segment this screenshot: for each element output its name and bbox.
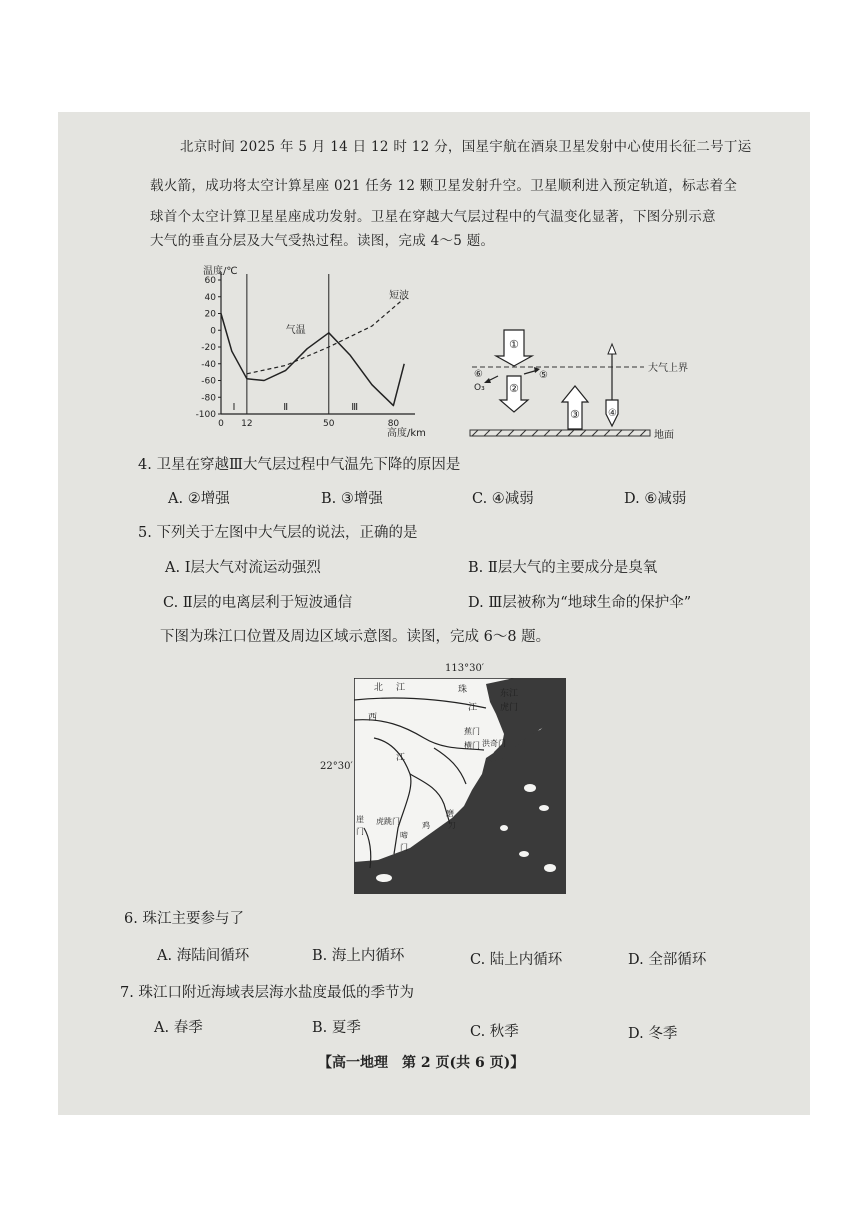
q6-option-a: A. 海陆间循环: [157, 948, 250, 964]
label-zhu: 珠: [458, 685, 468, 695]
label-ji: 鸡: [422, 821, 430, 830]
shortwave-series-label: 短波: [389, 290, 410, 302]
map-latitude: 22°30′: [320, 761, 353, 772]
q6-option-b: B. 海上内循环: [312, 948, 405, 964]
label-ya: 崖: [356, 815, 364, 824]
temperature-series-label: 气温: [285, 324, 306, 336]
arrow-6-label: ⑥: [474, 369, 483, 380]
y-tick-label: -80: [201, 393, 216, 404]
y-tick-label: -100: [195, 410, 216, 420]
q6-stem: 6. 珠江主要参与了: [124, 911, 244, 927]
label-hongqimen: 洪奇门: [482, 739, 506, 748]
q7-option-c: C. 秋季: [470, 1024, 519, 1040]
label-hutiaomen: 虎跳门: [376, 817, 400, 826]
y-tick-label: 0: [210, 326, 216, 337]
arrow-3-label: ③: [570, 408, 580, 421]
y-axis-label: 温度/℃: [203, 266, 238, 277]
q4-option-b: B. ③增强: [321, 491, 383, 507]
q4-option-d: D. ⑥减弱: [624, 491, 687, 507]
label-jiang-3: 江: [396, 753, 406, 763]
q4-option-c: C. ④减弱: [472, 491, 534, 507]
q5-stem: 5. 下列关于左图中大气层的说法，正确的是: [138, 525, 418, 541]
label-bei: 北: [374, 683, 384, 693]
label-jiang-1: 江: [396, 683, 406, 693]
q4-option-a: A. ②增强: [168, 491, 230, 507]
pearl-river-map: [354, 678, 566, 894]
arrow-4-label: ④: [608, 408, 617, 419]
x-axis-label: 高度/km: [387, 428, 426, 439]
label-dongjiang: 东江: [500, 689, 519, 699]
label-humen: 虎门: [500, 703, 519, 713]
q5-option-d: D. Ⅲ层被称为“地球生命的保护伞”: [468, 595, 692, 611]
y-tick-label: 60: [204, 276, 216, 286]
y-tick-label: -60: [201, 376, 216, 387]
x-tick-label: 12: [241, 419, 253, 429]
q5-option-c: C. Ⅱ层的电离层利于短波通信: [163, 595, 353, 611]
temperature-curve: [221, 314, 404, 406]
q7-stem: 7. 珠江口附近海域表层海水盐度最低的季节为: [120, 985, 414, 1001]
y-tick-label: 20: [204, 309, 216, 320]
top-label: 大气上界: [648, 363, 688, 374]
label-hengmen: 横门: [464, 741, 480, 750]
q4-stem: 4. 卫星在穿越Ⅲ大气层过程中气温先下降的原因是: [138, 457, 461, 473]
intro-line-3: 球首个太空计算卫星星座成功发射。卫星在穿越大气层过程中的气温变化显著，下图分别示意: [150, 209, 716, 225]
intro-line-4: 大气的垂直分层及大气受热过程。读图，完成 4～5 题。: [150, 233, 495, 249]
arrow-2-label: ②: [509, 382, 519, 395]
y-tick-label: -20: [201, 343, 216, 353]
map-intro: 下图为珠江口位置及周边区域示意图。读图，完成 6～8 题。: [160, 629, 551, 645]
label-men-1: 门: [400, 843, 408, 852]
label-xi: 西: [368, 713, 378, 723]
q5-option-b: B. Ⅱ层大气的主要成分是臭氧: [468, 560, 658, 576]
arrow-1-label: ①: [509, 338, 519, 351]
label-jiang-2: 江: [468, 703, 478, 713]
y-tick-label: -40: [201, 359, 216, 370]
temperature-chart: [195, 262, 455, 442]
q6-option-d: D. 全部循环: [628, 952, 707, 968]
q6-option-c: C. 陆上内循环: [470, 952, 563, 968]
q7-option-b: B. 夏季: [312, 1020, 361, 1036]
label-ti: 啼: [400, 831, 408, 840]
x-tick-label: 0: [218, 419, 224, 429]
q5-option-a: A. Ⅰ层大气对流运动强烈: [165, 560, 321, 576]
intro-line-1: 北京时间 2025 年 5 月 14 日 12 时 12 分，国星宇航在酒泉卫星发射中心使用长征二号丁运: [180, 139, 752, 155]
label-jiaomen: 蕉门: [464, 727, 480, 736]
ozone-label: O₃: [474, 383, 485, 393]
arrow-5-label: ⑤: [539, 370, 548, 381]
label-mo: 磨: [446, 809, 454, 818]
layer-label: Ⅰ: [232, 402, 236, 413]
ground-label: 地面: [654, 430, 674, 441]
atmosphere-heating-diagram: [462, 322, 722, 442]
layer-label: Ⅱ: [283, 402, 289, 413]
q7-option-a: A. 春季: [154, 1020, 203, 1036]
y-tick-label: 40: [204, 292, 216, 303]
label-men-2: 门: [356, 827, 364, 836]
x-tick-label: 80: [387, 419, 400, 429]
intro-line-2: 载火箭，成功将太空计算星座 021 任务 12 颗卫星发射升空。卫星顺利进入预定轨道，标志着全: [150, 178, 738, 194]
map-longitude: 113°30′: [445, 663, 485, 674]
label-dao: 刀: [448, 821, 456, 830]
layer-label: Ⅲ: [351, 402, 359, 413]
q7-option-d: D. 冬季: [628, 1026, 678, 1042]
page-footer: 【高一地理 第 2 页(共 6 页)】: [318, 1055, 525, 1071]
x-tick-label: 50: [323, 419, 335, 429]
